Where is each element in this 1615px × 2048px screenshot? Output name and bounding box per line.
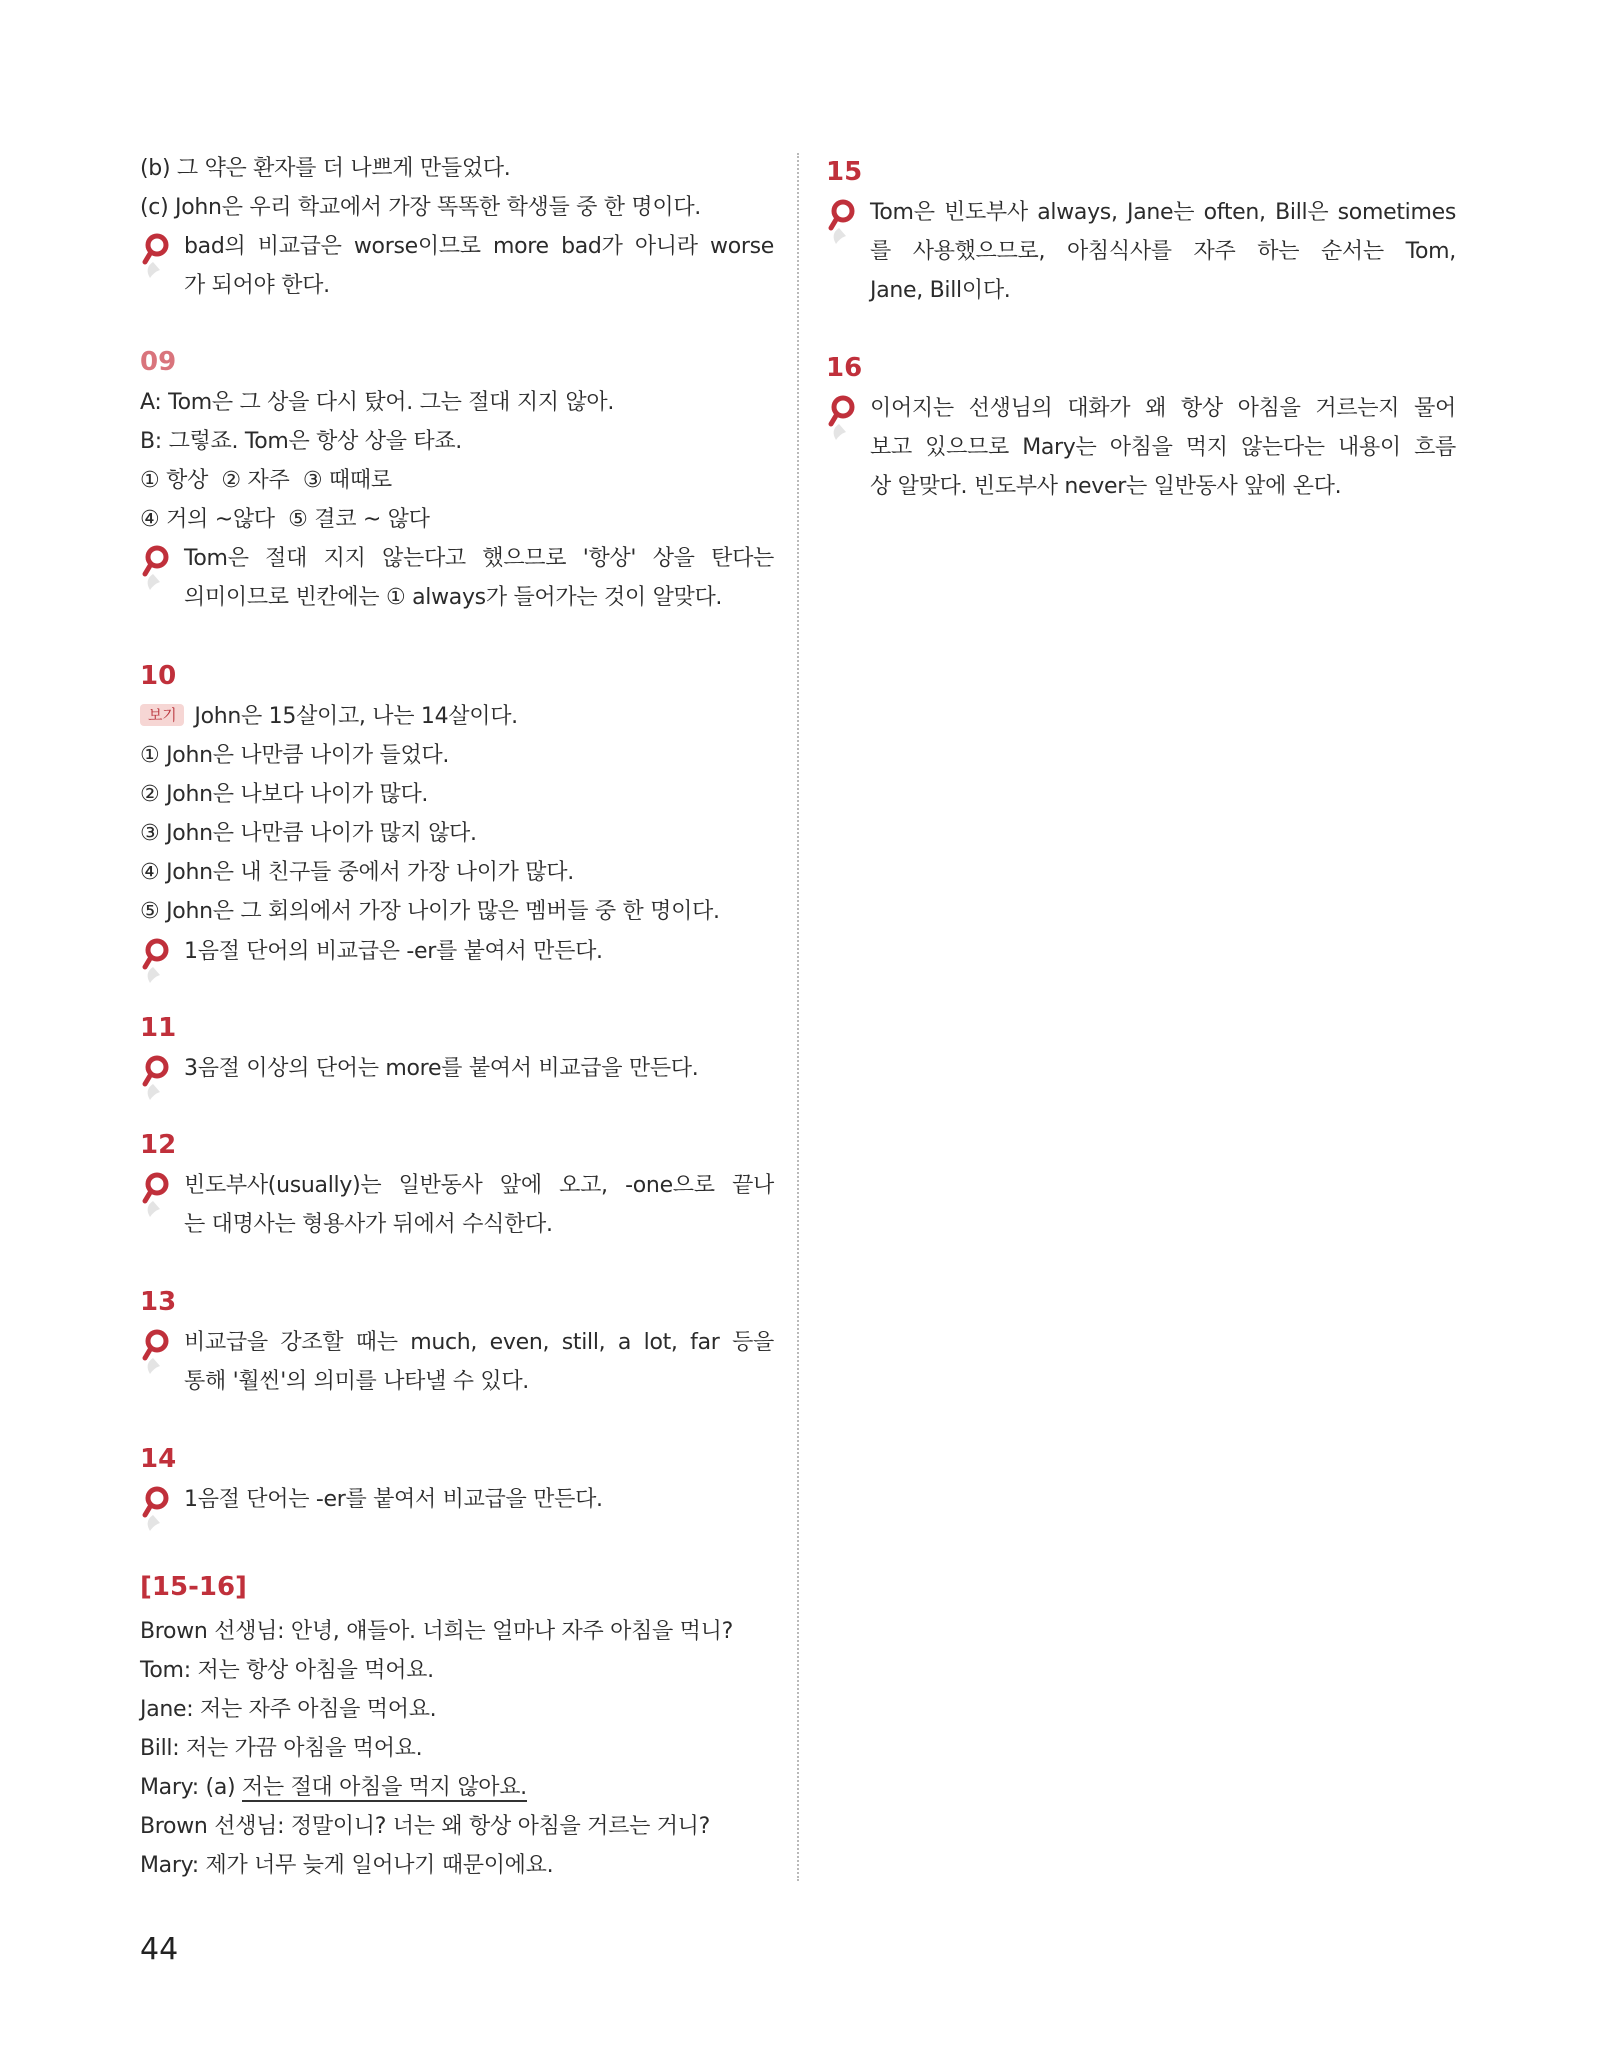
explanation-note [184,937,774,967]
note-line: 빈도부사(usually)는 일반동사 앞에 오고, -one으로 끝나 [184,1173,774,1198]
note-line: Jane, Bill이다. [870,278,1011,303]
sentence-c: (c) John은 우리 학교에서 가장 똑똑한 학생들 중 한 명이다. [140,195,701,220]
dialogue-line [140,1773,527,1803]
dialogue-line: B: 그렇죠. Tom은 항상 상을 타죠. [140,429,462,454]
note-line: bad의 비교급은 worse이므로 more bad가 아니라 worse [184,234,774,259]
note-line: 이어지는 선생님의 대화가 왜 항상 아침을 거르는지 물어 [870,396,1456,421]
speaker-label: Mary: (a) [140,1775,242,1800]
example-badge: 보기 [140,704,184,726]
options-line: ① 항상 ② 자주 ③ 때때로 [140,468,392,493]
question-range: [15-16] [140,1572,247,1602]
note-line: 보고 있으므로 Mary는 아침을 먹지 않는다는 내용이 흐름 [870,435,1456,460]
underlined-sentence: 저는 절대 아침을 먹지 않아요. [241,1775,527,1800]
dialogue-line: Brown 선생님: 정말이니? 너는 왜 항상 아침을 거르는 거니? [140,1814,711,1839]
option-item: ③ John은 나만큼 나이가 많지 않다. [140,821,477,846]
option-item: ④ John은 내 친구들 중에서 가장 나이가 많다. [140,860,574,885]
column-divider [797,153,799,1881]
question-number: 14 [140,1444,177,1474]
explanation-note [184,232,774,301]
question-number: 15 [826,157,863,187]
note-line: 1음절 단어의 비교급은 -er를 붙여서 만든다. [184,939,603,964]
note-line: 는 대명사는 형용사가 뒤에서 수식한다. [184,1212,553,1237]
dialogue-line: Bill: 저는 가끔 아침을 먹어요. [140,1736,423,1761]
question-number: 12 [140,1130,177,1160]
magnifier-hint-icon [140,1171,172,1219]
dialogue-line: Jane: 저는 자주 아침을 먹어요. [140,1697,437,1722]
sentence-b: (b) 그 약은 환자를 더 나쁘게 만들었다. [140,156,511,181]
explanation-note [184,1328,774,1397]
note-line: 상 알맞다. 빈도부사 never는 일반동사 앞에 온다. [870,474,1342,499]
question-number: 13 [140,1287,177,1317]
option-item: ② John은 나보다 나이가 많다. [140,782,429,807]
magnifier-hint-icon [140,937,172,985]
note-line: Tom은 빈도부사 always, Jane는 often, Bill은 sometimes [870,200,1456,225]
explanation-note [184,544,774,613]
dialogue-line: Mary: 제가 너무 늦게 일어나기 때문이에요. [140,1853,554,1878]
question-number: 16 [826,353,863,383]
magnifier-hint-icon [826,198,858,246]
dialogue-line: Tom: 저는 항상 아침을 먹어요. [140,1658,434,1683]
question-number: 11 [140,1013,177,1043]
note-line: 비교급을 강조할 때는 much, even, still, a lot, far 등을 [184,1330,774,1355]
question-number: 10 [140,661,177,691]
example-text: John은 15살이고, 나는 14살이다. [194,704,518,729]
note-line: 통해 '훨씬'의 의미를 나타낼 수 있다. [184,1369,529,1394]
magnifier-hint-icon [140,1328,172,1376]
note-line: 의미이므로 빈칸에는 ① always가 들어가는 것이 알맞다. [184,585,723,610]
example-line [140,702,518,732]
magnifier-hint-icon [140,1485,172,1533]
options-line: ④ 거의 ~않다 ⑤ 결코 ~ 않다 [140,507,430,532]
explanation-note [184,1171,774,1240]
explanation-note [870,394,1456,502]
explanation-note [184,1054,774,1084]
explanation-note [870,198,1456,306]
page-number: 44 [140,1932,179,1967]
explanation-note [184,1485,774,1515]
magnifier-hint-icon [140,232,172,280]
magnifier-hint-icon [826,394,858,442]
magnifier-hint-icon [140,544,172,592]
dialogue-line: A: Tom은 그 상을 다시 탔어. 그는 절대 지지 않아. [140,390,615,415]
note-line: 가 되어야 한다. [184,273,330,298]
note-line: 1음절 단어는 -er를 붙여서 비교급을 만든다. [184,1487,603,1512]
question-number: 09 [140,347,177,377]
note-line: 3음절 이상의 단어는 more를 붙여서 비교급을 만든다. [184,1056,699,1081]
magnifier-hint-icon [140,1054,172,1102]
dialogue-line: Brown 선생님: 안녕, 얘들아. 너희는 얼마나 자주 아침을 먹니? [140,1619,733,1644]
option-item: ⑤ John은 그 회의에서 가장 나이가 많은 멤버들 중 한 명이다. [140,899,720,924]
note-line: Tom은 절대 지지 않는다고 했으므로 '항상' 상을 탄다는 [184,546,774,571]
option-item: ① John은 나만큼 나이가 들었다. [140,743,450,768]
note-line: 를 사용했으므로, 아침식사를 자주 하는 순서는 Tom, [870,239,1456,264]
